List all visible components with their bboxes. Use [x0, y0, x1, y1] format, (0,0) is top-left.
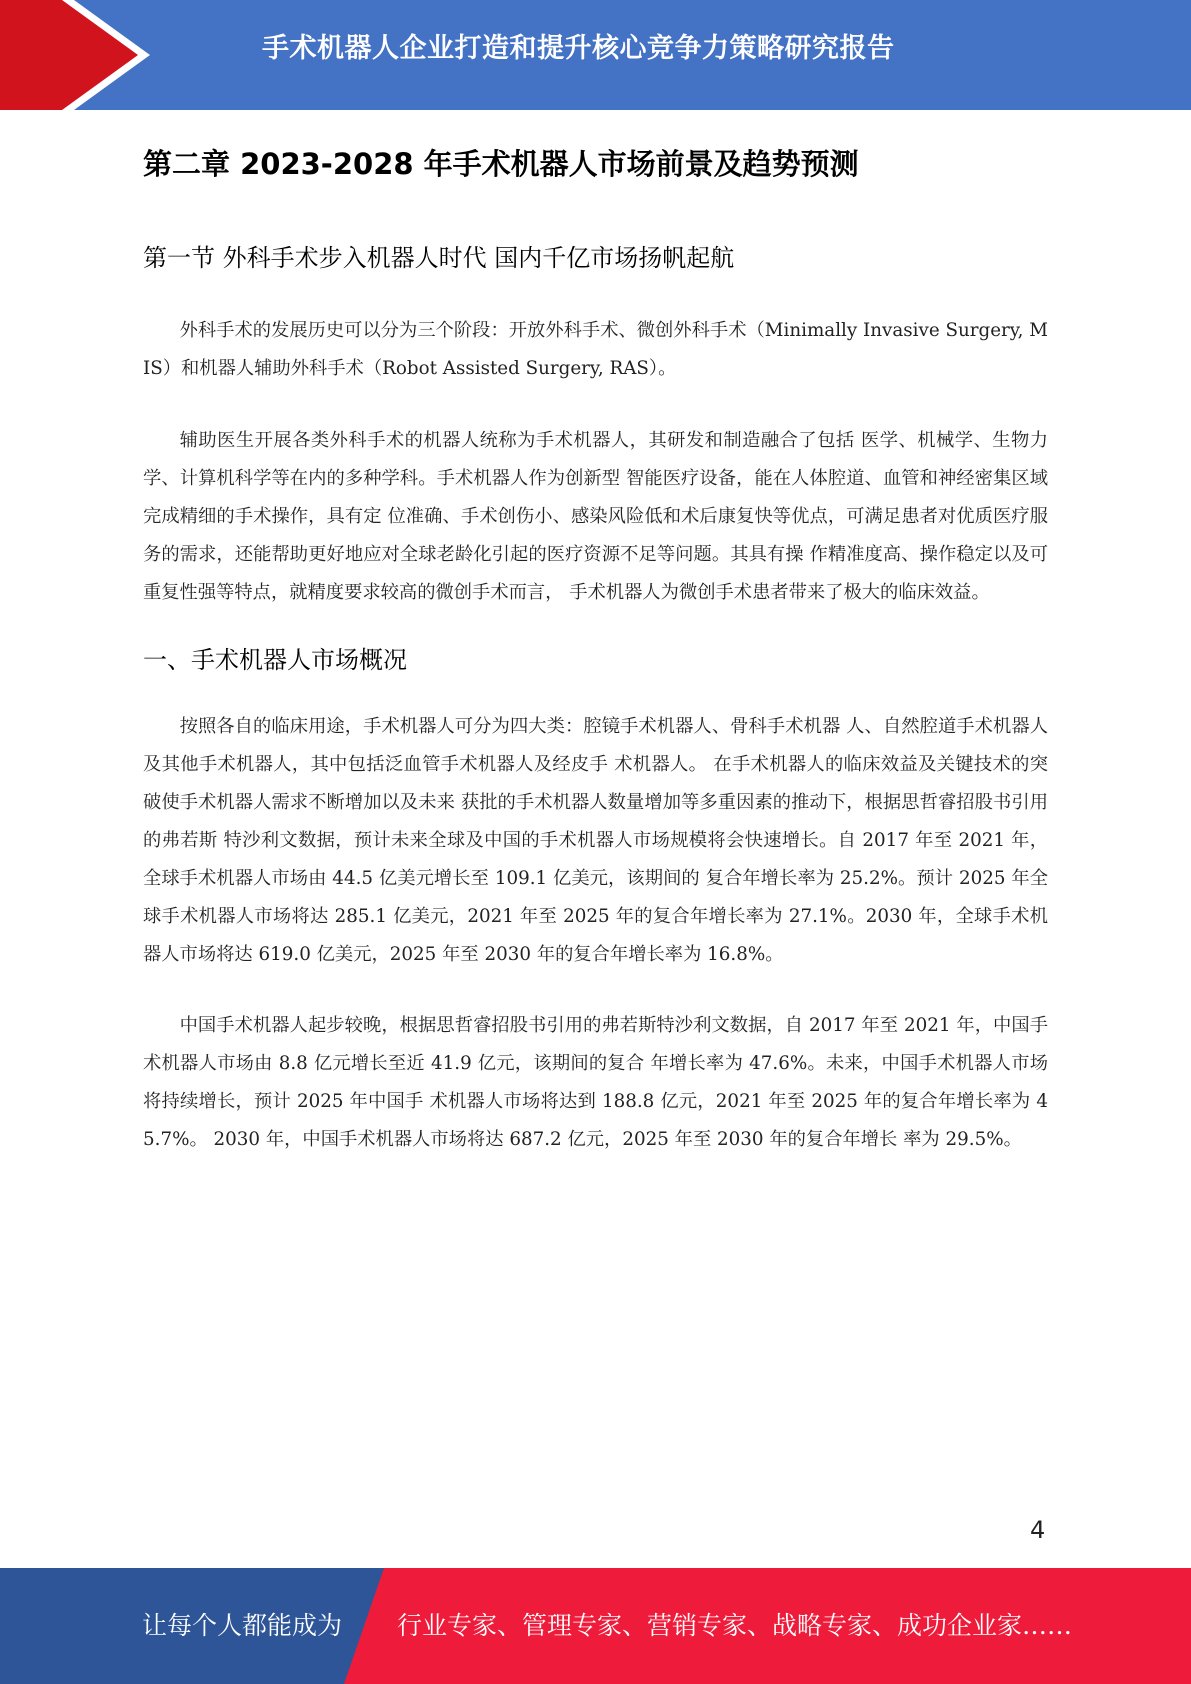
footer-band — [0, 1568, 1191, 1684]
report-title: 手术机器人企业打造和提升核心竞争力策略研究报告 — [262, 33, 895, 64]
page-content — [143, 128, 1048, 1159]
footer-slogan-left: 让每个人都能成为 — [142, 1611, 343, 1640]
header-arrow-shape — [0, 0, 160, 110]
section-title: 第一节 外科手术步入机器人时代 国内千亿市场扬帆起航 — [143, 244, 735, 272]
header-band — [0, 0, 1191, 110]
paragraph: 按照各自的临床用途，手术机器人可分为四大类：腔镜手术机器人、骨科手术机器 人、自然腔道手术机器人及其他手术机器人，其中包括泛血管手术机器人及经皮手 术机器人。 在手术机器人的临床效益及关键技术的突破使手术机器人需求不断增加以及未来 获批的手术机器人数量增加等多重因素的推动下，根据思哲睿招股书引用的弗若斯 特沙利文数据，预计未来全球及中国的手术机器人市场规模将会快速增长。自 2017 年至 2021 年，全球手术机器人市场由 44.5 亿美元增长至 109.1 亿美元，该期间的 复合年增长率为 25.2%。预计 2025 年全球手术机器人市场将达 285.1 亿美元，2021 年至 2025 年的复合年增长率为 27.1%。2030 年，全球手术机器人市场将达 619.0 亿美元，2025 年至 2030 年的复合年增长率为 16.8%。 — [143, 716, 1048, 965]
paragraph: 外科手术的发展历史可以分为三个阶段：开放外科手术、微创外科手术（Minimally Invasive Surgery, MIS）和机器人辅助外科手术（Robot Assisted Surgery, RAS）。 — [143, 320, 1048, 379]
paragraph: 辅助医生开展各类外科手术的机器人统称为手术机器人，其研发和制造融合了包括 医学、机械学、生物力学、计算机科学等在内的多种学科。手术机器人作为创新型 智能医疗设备，能在人体腔道、血管和神经密集区域完成精细的手术操作，具有定 位准确、手术创伤小、感染风险低和术后康复快等优点，可满足患者对优质医疗服 务的需求，还能帮助更好地应对全球老龄化引起的医疗资源不足等问题。其具有操 作精准度高、操作稳定以及可重复性强等特点，就精度要求较高的微创手术而言， 手术机器人为微创手术患者带来了极大的临床效益。 — [143, 430, 1048, 603]
paragraph: 中国手术机器人起步较晚，根据思哲睿招股书引用的弗若斯特沙利文数据，自 2017 年至 2021 年，中国手术机器人市场由 8.8 亿元增长至近 41.9 亿元，该期间的复合 年增长率为 47.6%。未来，中国手术机器人市场将持续增长，预计 2025 年中国手 术机器人市场将达到 188.8 亿元，2021 年至 2025 年的复合年增长率为 45.7%。 2030 年，中国手术机器人市场将达 687.2 亿元，2025 年至 2030 年的复合年增长 率为 29.5%。 — [143, 1015, 1048, 1150]
page-number: 4 — [1030, 1516, 1046, 1544]
chapter-title: 第二章 2023-2028 年手术机器人市场前景及趋势预测 — [143, 147, 859, 181]
subsection-title: 一、手术机器人市场概况 — [143, 646, 407, 674]
footer-slogan-right: 行业专家、管理专家、营销专家、战略专家、成功企业家…… — [397, 1611, 1073, 1640]
